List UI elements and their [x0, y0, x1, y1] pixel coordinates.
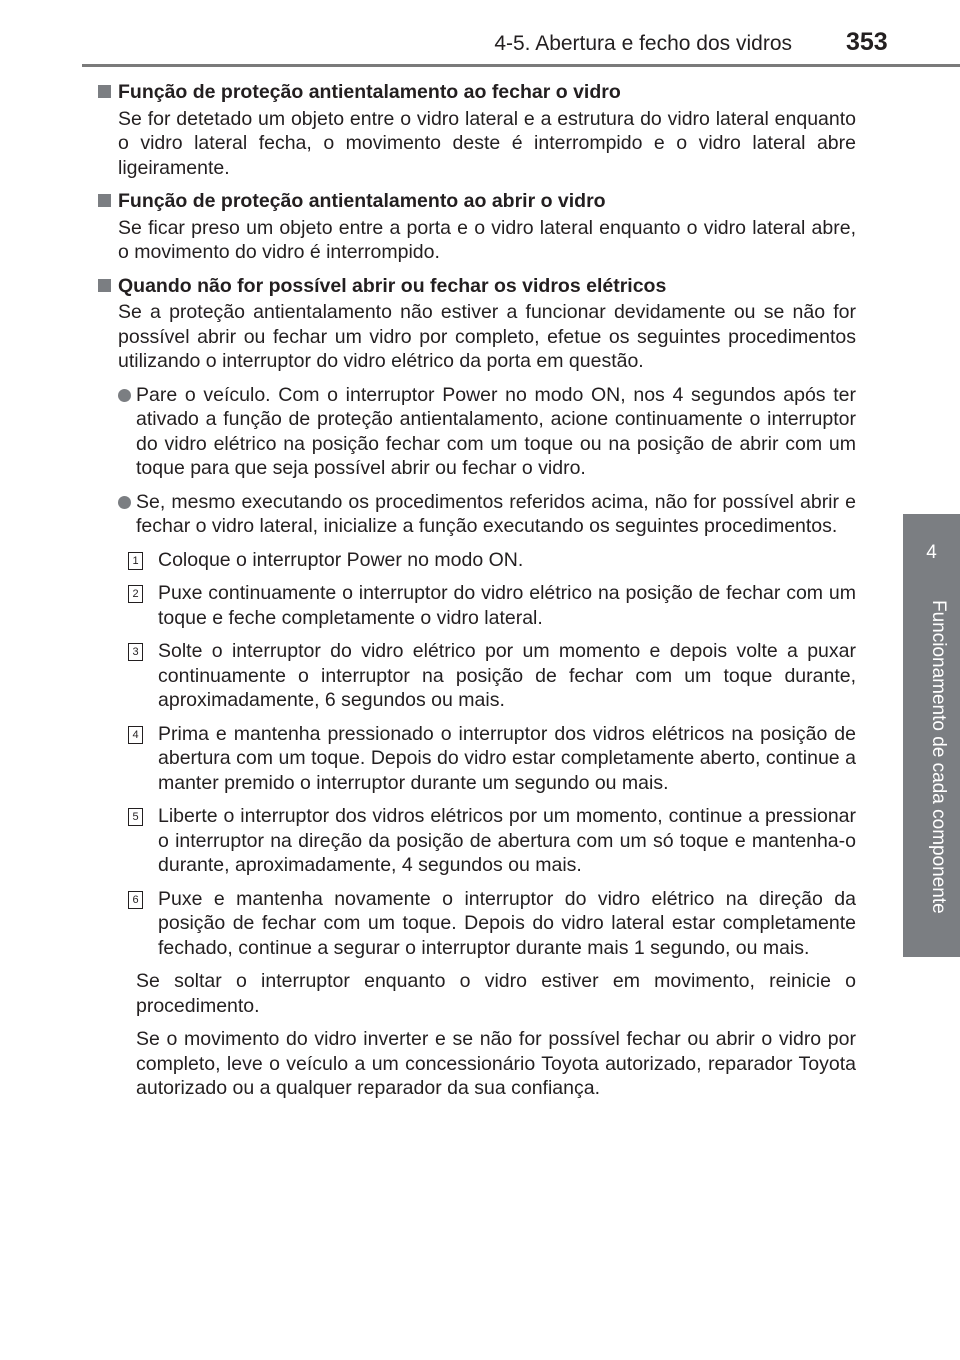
step-item — [98, 722, 856, 796]
step-number-box: 5 — [128, 808, 143, 826]
chapter-label: Funcionamento de cada componente — [928, 600, 949, 914]
section-heading — [98, 80, 856, 105]
section-title: 4-5. Abertura e fecho dos vidros — [494, 32, 792, 55]
bullet-text: Se, mesmo executando os procedimentos referidos acima, não for possível abrir e fechar o vidro lateral, inicialize a função executando os seguintes procedimentos. — [136, 490, 856, 537]
section-heading-text: Quando não for possível abrir ou fechar os vidros elétricos — [118, 274, 667, 297]
step-item — [98, 887, 856, 961]
step-text: Coloque o interruptor Power no modo ON. — [158, 548, 524, 571]
bullet-item — [98, 490, 856, 539]
step-number-box: 2 — [128, 585, 143, 603]
step-text: Puxe e mantenha novamente o interruptor do vidro elétrico na direção da posição de fechar com um toque. Depois do vidro lateral estar completamente fechado, continue a segurar o interruptor durante mais 1 segundo, ou mais. — [158, 887, 856, 959]
step-text: Prima e mantenha pressionado o interruptor dos vidros elétricos na posição de abertura com um toque. Depois do vidro estar completamente aberto, continue a manter premido o interruptor durante um segundo ou mais. — [158, 722, 856, 794]
page-number: 353 — [846, 28, 888, 56]
step-item — [98, 639, 856, 713]
section-heading-text: Função de proteção antientalamento ao fechar o vidro — [118, 81, 621, 103]
step-number-box: 1 — [128, 552, 143, 570]
square-bullet-icon — [98, 85, 111, 98]
step-number-box: 3 — [128, 643, 143, 661]
step-item — [98, 581, 856, 630]
section-paragraph: Se ficar preso um objeto entre a porta e o vidro lateral enquanto o vidro lateral abre, o movimento do vidro é interrompido. — [118, 216, 856, 263]
square-bullet-icon — [98, 279, 111, 292]
section-heading — [98, 274, 856, 299]
step-text: Liberte o interruptor dos vidros elétricos por um momento, continue a pressionar o interruptor na direção da posição de abertura com um só toque e mantenha-o durante, aproximadamente, 4 segundos ou mais. — [158, 805, 856, 876]
circle-bullet-icon — [118, 496, 131, 509]
section-paragraph: Se a proteção antientalamento não estiver a funcionar devidamente ou se não for possível abrir ou fechar um vidro por completo, efetue os seguintes procedimentos utilizando o interruptor do vidro elétrico da porta em questão. — [118, 301, 856, 372]
chapter-number: 4 — [926, 542, 937, 563]
page-header — [0, 0, 960, 64]
chapter-side-tab — [903, 514, 960, 957]
step-text: Puxe continuamente o interruptor do vidro elétrico na posição de fechar com um toque e feche completamente o vidro lateral. — [158, 582, 856, 629]
step-number-box: 4 — [128, 726, 143, 744]
step-item — [98, 548, 856, 573]
header-divider — [82, 64, 960, 67]
square-bullet-icon — [98, 194, 111, 207]
note-paragraph: Se soltar o interruptor enquanto o vidro estiver em movimento, reinicie o procedimento. — [136, 970, 856, 1017]
step-number-box: 6 — [128, 891, 143, 909]
section-heading — [98, 189, 856, 214]
page-content — [98, 80, 856, 1110]
note-paragraph: Se o movimento do vidro inverter e se não for possível fechar ou abrir o vidro por completo, leve o veículo a um concessionário Toyota autorizado, reparador Toyota autorizado ou a qualquer reparador da sua confiança. — [136, 1028, 856, 1099]
section-paragraph: Se for detetado um objeto entre o vidro lateral e a estrutura do vidro lateral enquanto o vidro lateral fecha, o movimento deste é interrompido e o vidro lateral abre ligeiramente. — [118, 107, 856, 179]
bullet-text: Pare o veículo. Com o interruptor Power no modo ON, nos 4 segundos após ter ativado a função de proteção antientalamento, acione continuamente o interruptor do vidro elétrico na posição fechar com um toque ou na posição de abrir com um toque para que seja possível abrir ou fechar o vidro. — [136, 383, 856, 479]
section-heading-text: Função de proteção antientalamento ao abrir o vidro — [118, 190, 606, 212]
step-text: Solte o interruptor do vidro elétrico por um momento e depois volte a puxar continuamente o interruptor na posição de fechar com um toque durante, aproximadamente, 6 segundos ou mais. — [158, 640, 856, 711]
step-item — [98, 804, 856, 878]
circle-bullet-icon — [118, 389, 131, 402]
bullet-item — [98, 383, 856, 481]
